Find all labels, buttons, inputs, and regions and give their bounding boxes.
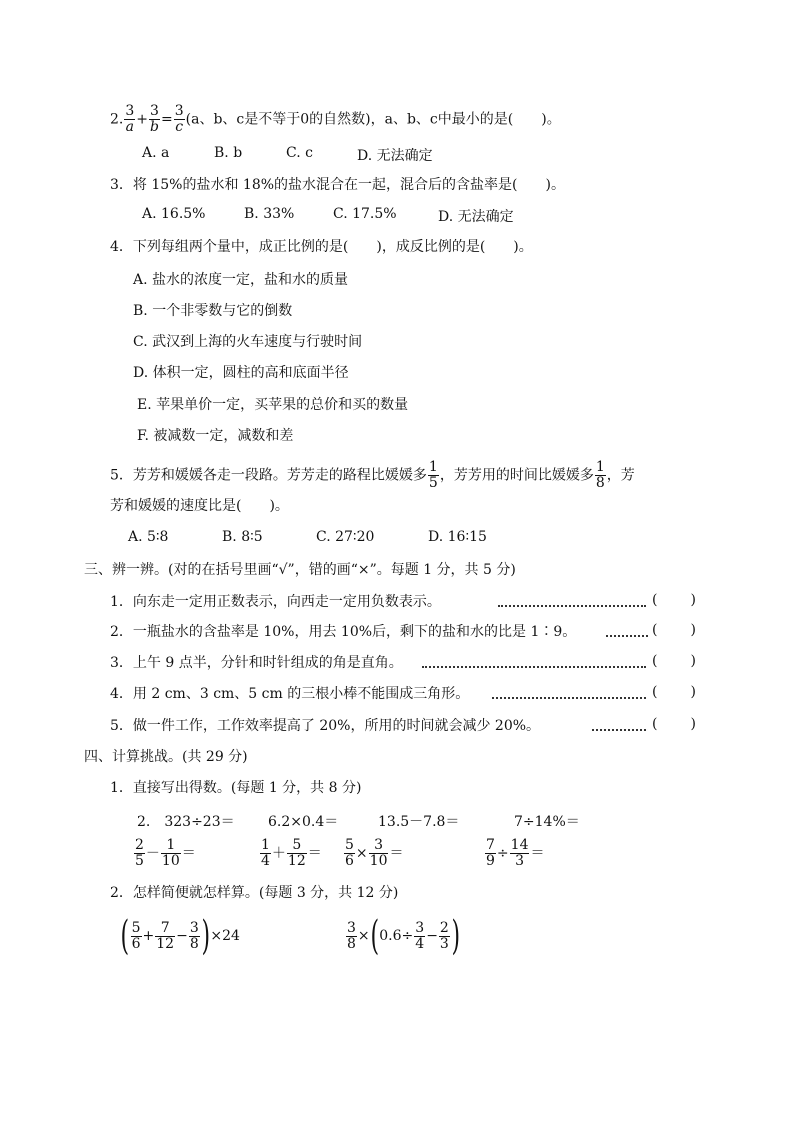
- calc-item: 2. 323÷23＝: [137, 814, 235, 830]
- answer-paren[interactable]: ( ): [652, 716, 696, 732]
- answer-paren[interactable]: ( ): [652, 684, 696, 700]
- option-f: F. 被减数一定，减数和差: [137, 428, 294, 444]
- judge-item-5: 5．做一件工作，工作效率提高了 20%，所用的时间就会减少 20%。: [110, 718, 541, 734]
- answer-paren[interactable]: ( ): [652, 622, 696, 638]
- question-2: 2. $\frac{3}{a}$ + $\frac{3}{b}$ = $\frac{3}{c}$ (a、b、c是不等于0的自然数)，a、b、c中最小的是( )。: [110, 103, 561, 135]
- question-5-line-2: 芳和媛媛的速度比是( )。: [110, 498, 289, 514]
- option-a: A. a: [142, 145, 170, 161]
- option-b: B. 8∶5: [222, 529, 263, 545]
- option-a: A. 5∶8: [128, 529, 169, 545]
- option-a: A. 16.5%: [142, 206, 206, 222]
- section-4-title: 四、计算挑战。(共 29 分): [84, 749, 248, 765]
- section-3-title: 三、辨一辨。(对的在括号里画“√”，错的画“×”。每题 1 分，共 5 分): [84, 562, 516, 578]
- fraction-3-over-a: $\frac{3}{a}$: [125, 103, 135, 135]
- fraction-1-over-5: $\frac{1}{5}$: [428, 459, 438, 491]
- answer-paren[interactable]: ( ): [652, 592, 696, 608]
- option-c: C. 27∶20: [316, 529, 375, 545]
- option-b: B. 一个非零数与它的倒数: [133, 303, 293, 319]
- option-b: B. 33%: [244, 206, 295, 222]
- option-c: C. c: [286, 145, 313, 161]
- option-d: D. 无法确定: [357, 148, 433, 164]
- simplify-expression-1: ( $\frac{5}{6}$ + $\frac{7}{12}$ − $\frac{3}{8}$ )×24: [120, 913, 240, 959]
- question-stem: (a、b、c是不等于0的自然数)，a、b、c中最小的是( )。: [185, 111, 561, 128]
- question-4: 4．下列每组两个量中，成正比例的是( )，成反比例的是( )。: [110, 239, 533, 255]
- fraction-3-over-c: $\frac{3}{c}$: [174, 103, 184, 135]
- option-b: B. b: [214, 145, 243, 161]
- fraction-3-over-b: $\frac{3}{b}$: [150, 103, 159, 135]
- option-d: D. 无法确定: [438, 209, 514, 225]
- judge-item-1: 1．向东走一定用正数表示，向西走一定用负数表示。: [110, 594, 441, 610]
- judge-item-2: 2．一瓶盐水的含盐率是 10%，用去 10%后，剩下的盐和水的比是 1∶9。: [110, 624, 577, 640]
- option-c: C. 17.5%: [333, 206, 397, 222]
- calc-item: 13.5－7.8＝: [378, 814, 460, 830]
- calc-fraction-item: $\frac{1}{4}$ ＋ $\frac{5}{12}$ ＝: [261, 837, 322, 869]
- judge-item-4: 4．用 2 cm、3 cm、5 cm 的三根小棒不能围成三角形。: [110, 686, 470, 702]
- option-d: D. 16∶15: [428, 529, 487, 545]
- option-d: D. 体积一定，圆柱的高和底面半径: [133, 365, 349, 381]
- answer-paren[interactable]: ( ): [652, 653, 696, 669]
- judge-item-3: 3．上午 9 点半，分针和时针组成的角是直角。: [110, 655, 403, 671]
- leader-dots: [606, 635, 648, 637]
- option-e: E. 苹果单价一定，买苹果的总价和买的数量: [137, 397, 409, 413]
- leader-dots: [422, 666, 646, 668]
- leader-dots: [592, 729, 646, 731]
- question-number: 2.: [110, 111, 124, 128]
- calc-fraction-item: $\frac{2}{5}$ － $\frac{1}{10}$ ＝: [135, 837, 196, 869]
- simplify-expression-2: $\frac{3}{8}$ ×(0.6÷ $\frac{3}{4}$ − $\frac{2}{3}$ ): [347, 913, 460, 959]
- option-c: C. 武汉到上海的火车速度与行驶时间: [133, 334, 363, 350]
- question-3: 3．将 15%的盐水和 18%的盐水混合在一起，混合后的含盐率是( )。: [110, 177, 565, 193]
- subsection-1-title: 1．直接写出得数。(每题 1 分，共 8 分): [110, 780, 362, 796]
- calc-item: 6.2×0.4＝: [268, 814, 339, 830]
- subsection-2-title: 2．怎样简便就怎样算。(每题 3 分，共 12 分): [110, 885, 399, 901]
- calc-fraction-item: $\frac{7}{9}$ ÷ $\frac{14}{3}$ ＝: [486, 837, 545, 869]
- leader-dots: [498, 605, 646, 607]
- leader-dots: [492, 697, 646, 699]
- fraction-1-over-8: $\frac{1}{8}$: [595, 459, 605, 491]
- calc-item: 7÷14%＝: [514, 814, 580, 830]
- calc-fraction-item: $\frac{5}{6}$ × $\frac{3}{10}$ ＝: [345, 837, 404, 869]
- question-5: 5．芳芳和媛媛各走一段路。芳芳走的路程比媛媛多 $\frac{1}{5}$ ，芳芳用的时间比媛媛多 $\frac{1}{8}$ ，芳: [110, 459, 635, 491]
- option-a: A. 盐水的浓度一定，盐和水的质量: [133, 272, 349, 288]
